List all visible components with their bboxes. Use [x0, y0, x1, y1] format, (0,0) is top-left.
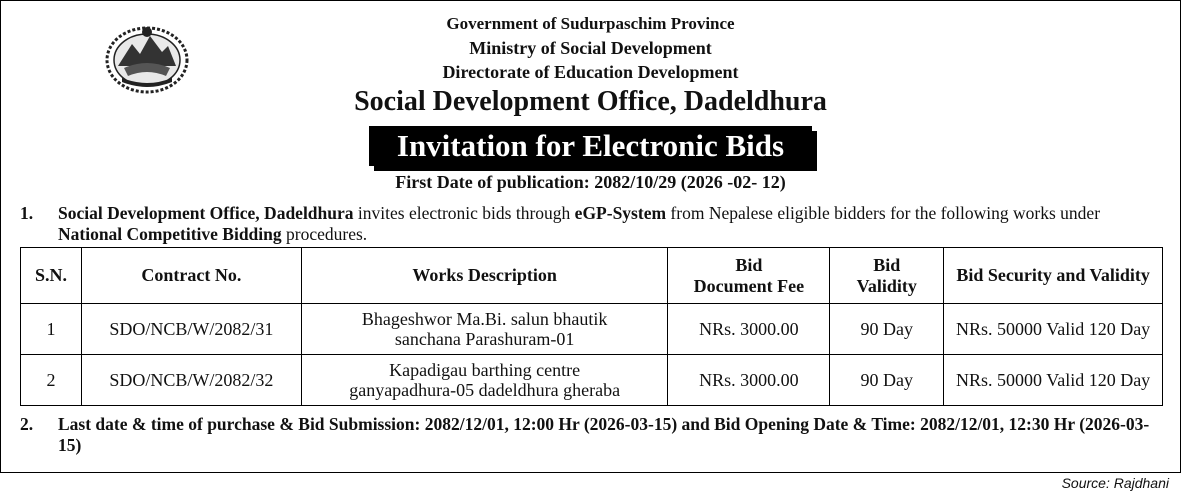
cell-security: NRs. 50000 Valid 120 Day — [944, 304, 1163, 355]
item-number: 1. — [20, 203, 34, 223]
header-fee-line2: Document Fee — [693, 275, 805, 296]
header-bid-validity — [830, 248, 944, 304]
office-title: Social Development Office, Dadeldhura — [354, 86, 827, 117]
government-name: Government of Sudurpaschim Province — [446, 14, 735, 33]
office-name-inline: Social Development Office, Dadeldhura — [58, 203, 354, 223]
item-1-text-part: from Nepalese eligible bidders for the following works under — [666, 203, 1101, 223]
cell-document-fee: NRs. 3000.00 — [668, 355, 830, 406]
header-contract-no: Contract No. — [81, 248, 301, 304]
cell-contract-no: SDO/NCB/W/2082/32 — [81, 355, 301, 406]
item-2-paragraph — [20, 414, 1165, 456]
works-line1: Bhageshwor Ma.Bi. salun bhautik — [361, 309, 608, 329]
works-line2: sanchana Parashuram-01 — [394, 329, 575, 349]
procedure-label: National Competitive Bidding — [58, 224, 282, 244]
header-bid-security: Bid Security and Validity — [944, 248, 1163, 304]
cell-sn: 2 — [21, 355, 82, 406]
header-works-description: Works Description — [301, 248, 668, 304]
cell-sn: 1 — [21, 304, 82, 355]
cell-validity: 90 Day — [830, 355, 944, 406]
works-line1: Kapadigau barthing centre — [389, 360, 581, 380]
cell-document-fee: NRs. 3000.00 — [668, 304, 830, 355]
table-row — [21, 355, 1163, 406]
table-header-row — [21, 248, 1163, 304]
bids-table — [20, 247, 1163, 406]
publication-date: First Date of publication: 2082/10/29 (2026 -02- 12) — [395, 172, 786, 192]
header-fee-line1: Bid — [735, 254, 763, 275]
watermark: ​ — [310, 336, 350, 404]
notice-title-banner: Invitation for Electronic Bids — [369, 126, 812, 166]
ministry-name: Ministry of Social Development — [469, 38, 712, 58]
header-validity-line1: Bid — [873, 254, 901, 275]
item-2-text: Last date & time of purchase & Bid Submission: 2082/12/01, 12:00 Hr (2026-03-15) and Bid Opening Date & Time: 2082/12/01, 12:30 Hr (2026-03-15) — [58, 414, 1150, 455]
works-line2: ganyapadhura-05 dadeldhura gheraba — [349, 380, 621, 400]
item-1-text — [58, 203, 1165, 245]
cell-security: NRs. 50000 Valid 120 Day — [944, 355, 1163, 406]
cell-works-description — [301, 304, 668, 355]
directorate-name: Directorate of Education Development — [442, 62, 739, 82]
source-credit: Source: Rajdhani — [1061, 475, 1169, 491]
egp-system-label: eGP-System — [574, 203, 667, 223]
item-1-paragraph — [20, 203, 1165, 245]
cell-contract-no: SDO/NCB/W/2082/31 — [81, 304, 301, 355]
cell-works-description — [301, 355, 668, 406]
cell-validity: 90 Day — [830, 304, 944, 355]
item-1-text-part: invites electronic bids through — [353, 203, 575, 223]
header-sn: S.N. — [21, 248, 82, 304]
header-bid-document-fee — [668, 248, 830, 304]
item-1-text-part: procedures. — [281, 224, 368, 244]
header-validity-line2: Validity — [856, 275, 917, 296]
item-number: 2. — [20, 414, 34, 434]
table-row — [21, 304, 1163, 355]
